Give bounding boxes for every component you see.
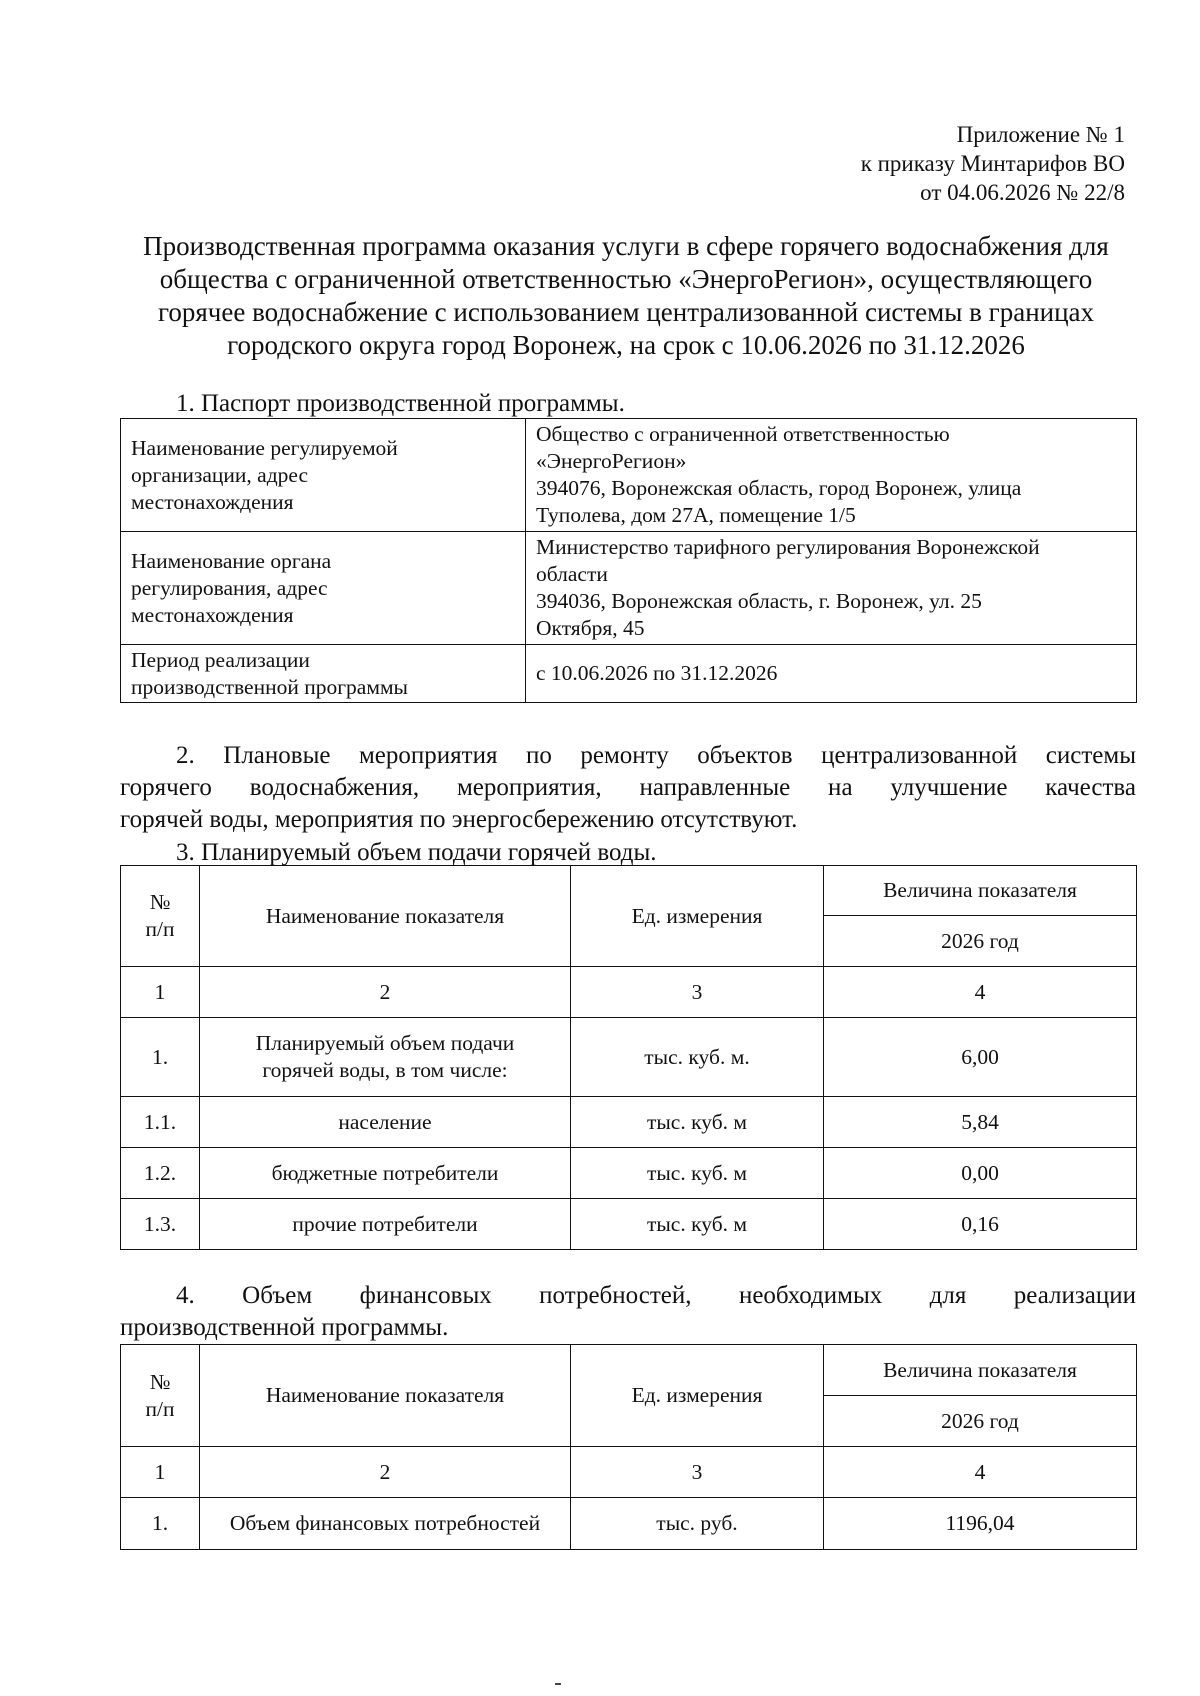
appendix-date: от 04.06.2026 № 22/8 [920,180,1125,205]
cell-line: Наименование регулируемой [131,435,398,460]
section2-paragraph [120,740,1136,836]
header-year-cell: 2026 год [824,916,1137,967]
cell-line: Октября, 45 [536,616,645,640]
row-num-cell: 1. [121,1018,200,1097]
header-name-cell: Наименование показателя [200,1345,571,1447]
cell-line: п/п [145,917,175,941]
passport-label-cell [121,419,526,532]
row-name-cell: прочие потребители [200,1199,571,1250]
row-value-cell: 6,00 [824,1018,1137,1097]
cell-line: местонахождения [131,489,294,514]
row-unit-cell: тыс. куб. м [571,1097,824,1148]
table-header-row [121,866,1137,916]
table-row [121,1018,1137,1097]
section4-heading [120,1280,1136,1344]
cell-line: Планируемый объем подачи [255,1031,515,1055]
paragraph-line: производственной программы. [120,1314,449,1341]
section1-heading: 1. Паспорт производственной программы. [176,390,625,417]
cell-line: Туполева, дом 27А, помещение 1/5 [536,503,856,527]
header-num-cell [121,866,200,967]
appendix-number: Приложение № 1 [956,122,1125,147]
row-value-cell: 0,16 [824,1199,1137,1250]
row-name-cell: бюджетные потребители [200,1148,571,1199]
cell-line: регулирования, адрес [131,575,328,600]
cell-line: № [149,1369,171,1394]
table-row [121,1097,1137,1148]
passport-value-cell [526,532,1137,645]
cell-line: № [149,890,171,914]
document-title [112,230,1140,362]
cell-line: организации, адрес [131,462,309,487]
passport-label-cell [121,532,526,645]
row-unit-cell: тыс. куб. м [571,1148,824,1199]
passport-value-cell [526,419,1137,532]
cell-line: Наименование органа [131,548,332,573]
row-unit-cell: тыс. руб. [571,1498,824,1550]
passport-value-cell [526,645,1137,703]
table-index-row [121,1447,1137,1498]
header-unit-cell: Ед. измерения [571,866,824,967]
title-line: городского округа город Воронеж, на срок с 10.06.2026 по 31.12.2026 [227,330,1025,360]
appendix-order: к приказу Минтарифов ВО [860,151,1125,176]
index-cell: 2 [200,967,571,1018]
title-line: общества с ограниченной ответственностью «ЭнергоРегион», осуществляющего [159,264,1093,294]
row-name-cell: Объем финансовых потребностей [200,1498,571,1550]
passport-label-cell [121,645,526,703]
title-line: горячее водоснабжение с использованием централизованной системы в границах [157,297,1095,327]
row-num-cell: 1.2. [121,1148,200,1199]
row-name-cell [200,1018,571,1097]
scan-mark [555,1683,561,1685]
cell-line: Министерство тарифного регулирования Воронежской [536,535,1040,559]
index-cell: 1 [121,967,200,1018]
cell-line: местонахождения [131,602,294,627]
appendix-reference [861,120,1125,207]
cell-line: Период реализации [131,647,310,672]
cell-line: «ЭнергоРегион» [536,449,687,473]
row-unit-cell: тыс. куб. м [571,1199,824,1250]
index-cell: 3 [571,1447,824,1498]
paragraph-line: 2. Плановые мероприятия по ремонту объектов централизованной системы [176,742,1136,769]
cell-line: производственной программы [131,674,409,699]
row-num-cell: 1. [121,1498,200,1550]
passport-row [121,645,1137,703]
passport-row [121,419,1137,532]
paragraph-line: горячего водоснабжения, мероприятия, направленные на улучшение качества [120,774,1136,801]
cell-line: 394036, Воронежская область, г. Воронеж, ул. 25 [536,589,982,613]
cell-line: 394076, Воронежская область, город Воронеж, улица [536,476,1022,500]
cell-line: п/п [145,1396,175,1421]
hot-water-volume-table [120,865,1137,1250]
table-index-row [121,967,1137,1018]
row-name-cell: население [200,1097,571,1148]
cell-line: горячей воды, в том числе: [262,1058,508,1082]
header-year-cell: 2026 год [824,1396,1137,1447]
header-unit-cell: Ед. измерения [571,1345,824,1447]
passport-row [121,532,1137,645]
header-value-cell: Величина показателя [824,1345,1137,1396]
title-line: Производственная программа оказания услуги в сфере горячего водоснабжения для [143,231,1109,261]
passport-table [120,418,1137,703]
row-num-cell: 1.1. [121,1097,200,1148]
index-cell: 3 [571,967,824,1018]
section3-heading: 3. Планируемый объем подачи горячей воды. [176,839,657,866]
row-value-cell: 5,84 [824,1097,1137,1148]
cell-line: Общество с ограниченной ответственностью [536,422,950,446]
cell-line: области [536,562,608,586]
row-num-cell: 1.3. [121,1199,200,1250]
index-cell: 4 [824,1447,1137,1498]
index-cell: 4 [824,967,1137,1018]
paragraph-line: 4. Объем финансовых потребностей, необходимых для реализации [176,1282,1136,1309]
index-cell: 2 [200,1447,571,1498]
row-value-cell: 0,00 [824,1148,1137,1199]
table-header-row [121,1345,1137,1396]
table-row [121,1148,1137,1199]
header-name-cell: Наименование показателя [200,866,571,967]
financial-needs-table [120,1344,1137,1550]
header-num-cell [121,1345,200,1447]
row-unit-cell: тыс. куб. м. [571,1018,824,1097]
table-row [121,1498,1137,1550]
cell-line: с 10.06.2026 по 31.12.2026 [536,661,778,685]
header-value-cell: Величина показателя [824,866,1137,916]
row-value-cell: 1196,04 [824,1498,1137,1550]
table-row [121,1199,1137,1250]
paragraph-line: горячей воды, мероприятия по энергосбережению отсутствуют. [120,806,798,833]
index-cell: 1 [121,1447,200,1498]
